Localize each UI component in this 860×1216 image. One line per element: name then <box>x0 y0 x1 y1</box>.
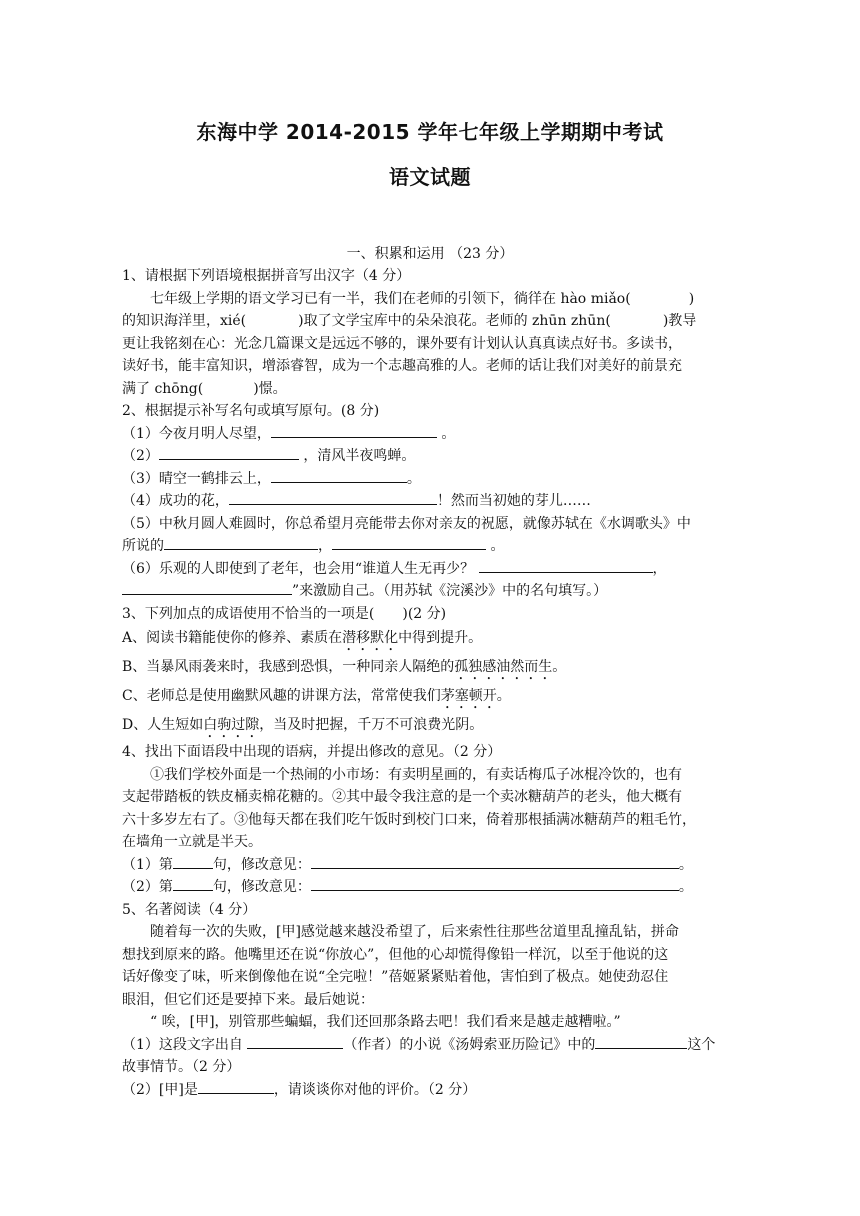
question-3-title: 3、下列加点的成语使用不恰当的一项是( )(2 分) <box>122 605 447 622</box>
q2-item-4: （4）成功的花， ！然而当初她的芽儿…… <box>122 490 734 513</box>
q5-subquestion-2: （2）[甲]是 ，请谈谈你对他的评价。（2 分） <box>122 1079 734 1102</box>
question-4-title: 4、找出下面语段中出现的语病，并提出修改的意见。（2 分） <box>122 744 502 760</box>
question-2-title: 2、根据提示补写名句或填写原句。(8 分) <box>122 403 380 419</box>
answer-blank[interactable] <box>173 876 213 891</box>
q2-item-1: （1）今夜月明人尽望， 。 <box>122 423 734 446</box>
q4-passage-line: ①我们学校外面是一个热闹的小市场：有卖明星画的，有卖话梅瓜子冰棍冷饮的，也有 <box>150 766 682 783</box>
page-subtitle: 语文试题 <box>389 165 471 189</box>
q5-passage-line: 眼泪，但它们还是要掉下来。最后她说： <box>122 991 374 1008</box>
q5-subquestion-1: （1）这段文字出自 （作者）的小说《汤姆索亚历险记》中的 这个 <box>122 1034 734 1057</box>
q3-option-d: D、人生短如白驹过隙，当及时把握，千万不可浪费光阴。 <box>122 717 484 733</box>
question-5-title: 5、名著阅读（4 分） <box>122 901 257 918</box>
answer-blank[interactable] <box>479 558 653 573</box>
q5-passage-line: 随着每一次的失败，[甲]感觉越来越没希望了，后来索性往那些岔道里乱撞乱钻，拼命 <box>150 924 679 940</box>
q5-passage-line: 想找到原来的路。他嘴里还在说“你放心”，但他的心却慌得像铅一样沉，以至于他说的这 <box>122 946 669 963</box>
answer-blank[interactable] <box>271 468 407 483</box>
q1-line: 更让我铭刻在心：光念几篇课文是远远不够的，课外要有计划认认真真读点好书。多读书， <box>122 335 682 352</box>
answer-blank[interactable] <box>164 535 318 550</box>
q4-passage-line: 在墙角一立就是半天。 <box>122 834 262 850</box>
dotted-idiom: 孤独感油然而生 <box>454 659 553 675</box>
dotted-idiom: 白驹过隙 <box>203 717 260 733</box>
answer-blank[interactable] <box>159 445 299 460</box>
q3-option-c: C、老师总是使用幽默风趣的讲课方法，常常使我们茅塞顿开。 <box>122 688 511 704</box>
q4-answer-1: （1）第 句，修改意见： 。 <box>122 854 734 877</box>
q4-passage-line: 六十多岁左右了。③他每天都在我们吃午饭时到校门口来，倚着那根插满冰糖葫芦的粗毛竹， <box>122 811 696 828</box>
dotted-idiom: 潜移默化 <box>342 630 399 646</box>
answer-blank[interactable] <box>122 580 292 595</box>
q5-subquestion-1-cont: 故事情节。（2 分） <box>122 1059 241 1075</box>
answer-blank[interactable] <box>311 854 679 869</box>
answer-blank[interactable] <box>271 423 437 438</box>
q1-line: 读好书，能丰富知识，增添睿智，成为一个志趣高雅的人。老师的话让我们对美好的前景充 <box>122 358 682 374</box>
page-title: 东海中学 2014-2015 学年七年级上学期期中考试 <box>196 120 664 144</box>
q1-line: 满了 chōng( )憬。 <box>122 380 287 397</box>
q1-line: 七年级上学期的语文学习已有一半，我们在老师的引领下，徜徉在 hào miǎo( ) <box>150 290 695 307</box>
dotted-idiom: 茅塞顿开 <box>440 688 497 704</box>
q4-passage-line: 支起带踏板的铁皮桶卖棉花糖的。②其中最令我注意的是一个卖冰糖葫芦的老头，他大概有 <box>122 789 682 805</box>
q5-passage-line: 话好像变了味，听来倒像他在说“全完啦！”蓓姬紧紧贴着他，害怕到了极点。她使劲忍住 <box>122 969 669 985</box>
q4-answer-2: （2）第 句，修改意见： 。 <box>122 876 734 899</box>
exam-body <box>122 265 734 1101</box>
question-1-title: 1、请根据下列语境根据拼音写出汉字（4 分） <box>122 268 411 284</box>
q3-option-b: B、当暴风雨袭来时，我感到恐惧，一种同亲人隔绝的孤独感油然而生。 <box>122 659 567 675</box>
q5-passage-line: “ 唉，[甲]，别管那些蝙蝠，我们还回那条路去吧！我们看来是越走越糟啦。” <box>150 1014 621 1030</box>
answer-blank[interactable] <box>311 876 679 891</box>
answer-blank[interactable] <box>595 1034 687 1049</box>
section-heading: 一、积累和运用 （23 分） <box>346 246 514 262</box>
q2-item-6: （6）乐观的人即使到了老年，也会用“谁道人生无再少？ ， <box>122 558 734 581</box>
q3-option-a: A、阅读书籍能使你的修养、素质在潜移默化中得到提升。 <box>122 630 483 646</box>
answer-blank[interactable] <box>247 1034 343 1049</box>
q2-item-3: （3）晴空一鹤排云上， 。 <box>122 468 734 491</box>
answer-blank[interactable] <box>198 1079 274 1094</box>
q2-item-6-cont: ”来激励自己。（用苏轼《浣溪沙》中的名句填写。） <box>122 580 734 603</box>
q2-item-5: （5）中秋月圆人难圆时，你总希望月亮能带去你对亲友的祝愿，就像苏轼在《水调歌头》中 <box>122 515 691 532</box>
q1-line: 的知识海洋里，xié( )取了文学宝库中的朵朵浪花。老师的 zhūn zhūn( )教导 <box>122 313 697 329</box>
q2-item-2: （2） ，清风半夜鸣蝉。 <box>122 445 734 468</box>
answer-blank[interactable] <box>173 854 213 869</box>
answer-blank[interactable] <box>229 490 437 505</box>
answer-blank[interactable] <box>332 535 486 550</box>
q2-item-5-cont: 所说的 ， 。 <box>122 535 734 558</box>
